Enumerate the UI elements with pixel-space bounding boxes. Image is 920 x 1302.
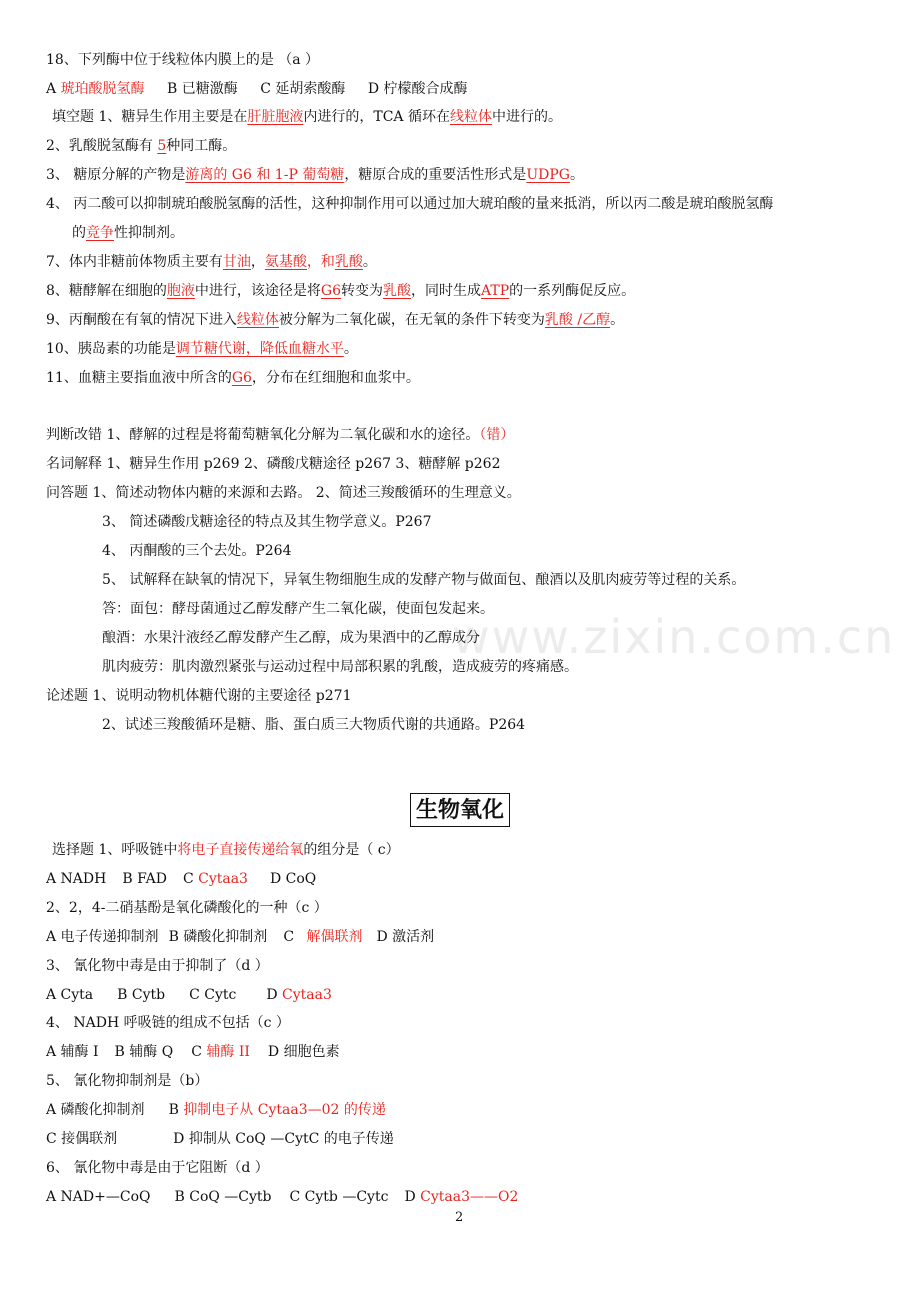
fill-line-9: 9、丙酮酸在有氧的情况下进入线粒体被分解为二氧化碳，在无氧的条件下转变为乳酸 /乙醇。 xyxy=(46,312,625,328)
fill-line-10: 10、胰岛素的功能是调节糖代谢，降低血糖水平。 xyxy=(46,341,358,357)
ox-q5-options-2: C 接偶联剂 D 抑制从 CoQ —CytC 的电子传递 xyxy=(46,1131,394,1147)
ox-q5-options-1: A 磷酸化抑制剂 B 抑制电子从 Cytaa3—02 的传递 xyxy=(46,1102,386,1118)
section-title: 生物氧化 xyxy=(410,793,510,827)
qa-answer-2: 酿酒：水果汁液经乙醇发酵产生乙醇，成为果酒中的乙醇成分 xyxy=(102,630,480,646)
ox-q1-options: A NADH B FAD C Cytaa3 D CoQ xyxy=(46,871,317,887)
qa-line-5: 5、 试解释在缺氧的情况下，异氧生物细胞生成的发酵产物与做面包、酿酒以及肌肉疲劳等过程的关系。 xyxy=(102,572,746,588)
ox-q1-stem: 选择题 1、呼吸链中将电子直接传递给氧的组分是（ c） xyxy=(52,842,400,858)
fill-line-11: 11、血糖主要指血液中所含的G6，分布在红细胞和血浆中。 xyxy=(46,370,420,386)
fill-line-4b: 的竞争性抑制剂。 xyxy=(72,225,184,241)
q18-answer: 琥珀酸脱氢酶 xyxy=(60,81,145,97)
fill-line-8: 8、糖酵解在细胞的胞液中进行，该途径是将G6转变为乳酸，同时生成ATP的一系列酶促反应。 xyxy=(46,283,636,299)
essay-line-1: 论述题 1、说明动物机体糖代谢的主要途径 p271 xyxy=(46,688,352,704)
page-number: 2 xyxy=(455,1210,464,1225)
essay-line-2: 2、试述三羧酸循环是糖、脂、蛋白质三大物质代谢的共通路。P264 xyxy=(102,717,526,733)
qa-answer-3: 肌肉疲劳：肌肉激烈紧张与运动过程中局部积累的乳酸，造成疲劳的疼痛感。 xyxy=(102,659,578,675)
fill-line-2: 2、乳酸脱氢酶有 5种同工酶。 xyxy=(46,138,237,154)
ox-q2-options: A 电子传递抑制剂 B 磷酸化抑制剂 C 解偶联剂 D 激活剂 xyxy=(46,929,435,945)
ox-q6-stem: 6、 氰化物中毒是由于它阻断（d ） xyxy=(46,1160,269,1176)
q18-stem: 18、下列酶中位于线粒体内膜上的是 （a ） xyxy=(46,52,320,68)
qa-line-1: 问答题 1、简述动物体内糖的来源和去路。 2、简述三羧酸循环的生理意义。 xyxy=(46,485,521,501)
ox-q3-stem: 3、 氰化物中毒是由于抑制了（d ） xyxy=(46,958,269,974)
fill-line-1: 填空题 1、糖异生作用主要是在肝脏胞液内进行的，TCA 循环在线粒体中进行的。 xyxy=(52,109,562,125)
ox-q4-options: A 辅酶 I B 辅酶 Q C 辅酶 II D 细胞色素 xyxy=(46,1044,340,1060)
q18-options: A 琥珀酸脱氢酶 B 已糖激酶 C 延胡索酸酶 D 柠檬酸合成酶 xyxy=(46,81,468,97)
ox-q5-stem: 5、 氰化物抑制剂是（b） xyxy=(46,1073,209,1089)
ox-q6-options: A NAD+—CoQ B CoQ —Cytb C Cytb —Cytc D Cytaa3——O2 xyxy=(46,1189,519,1205)
qa-answer-1: 答：面包：酵母菌通过乙醇发酵产生二氧化碳，使面包发起来。 xyxy=(102,601,494,617)
watermark-text: www.zixin.com.cn xyxy=(452,610,896,664)
fill-line-4a: 4、 丙二酸可以抑制琥珀酸脱氢酶的活性，这种抑制作用可以通过加大琥珀酸的量来抵消，所以丙二酸是琥珀酸脱氢酶 xyxy=(46,196,774,212)
ox-q4-stem: 4、 NADH 呼吸链的组成不包括（c ） xyxy=(46,1015,290,1031)
ox-q2-stem: 2、2，4-二硝基酚是氧化磷酸化的一种（c ） xyxy=(46,900,328,916)
fill-line-7: 7、体内非糖前体物质主要有甘油，氨基酸，和乳酸。 xyxy=(46,254,377,270)
qa-line-3: 3、 简述磷酸戊糖途径的特点及其生物学意义。P267 xyxy=(102,514,432,530)
ox-q3-options: A Cyta B Cytb C Cytc D Cytaa3 xyxy=(46,987,332,1003)
terms-line: 名词解释 1、糖异生作用 p269 2、磷酸戊糖途径 p267 3、糖酵解 p262 xyxy=(46,456,501,472)
qa-line-4: 4、 丙酮酸的三个去处。P264 xyxy=(102,543,292,559)
judge-line: 判断改错 1、酵解的过程是将葡萄糖氧化分解为二氧化碳和水的途径。（错） xyxy=(46,427,515,443)
fill-line-3: 3、 糖原分解的产物是游离的 G6 和 1-P 葡萄糖，糖原合成的重要活性形式是UDPG。 xyxy=(46,167,584,183)
